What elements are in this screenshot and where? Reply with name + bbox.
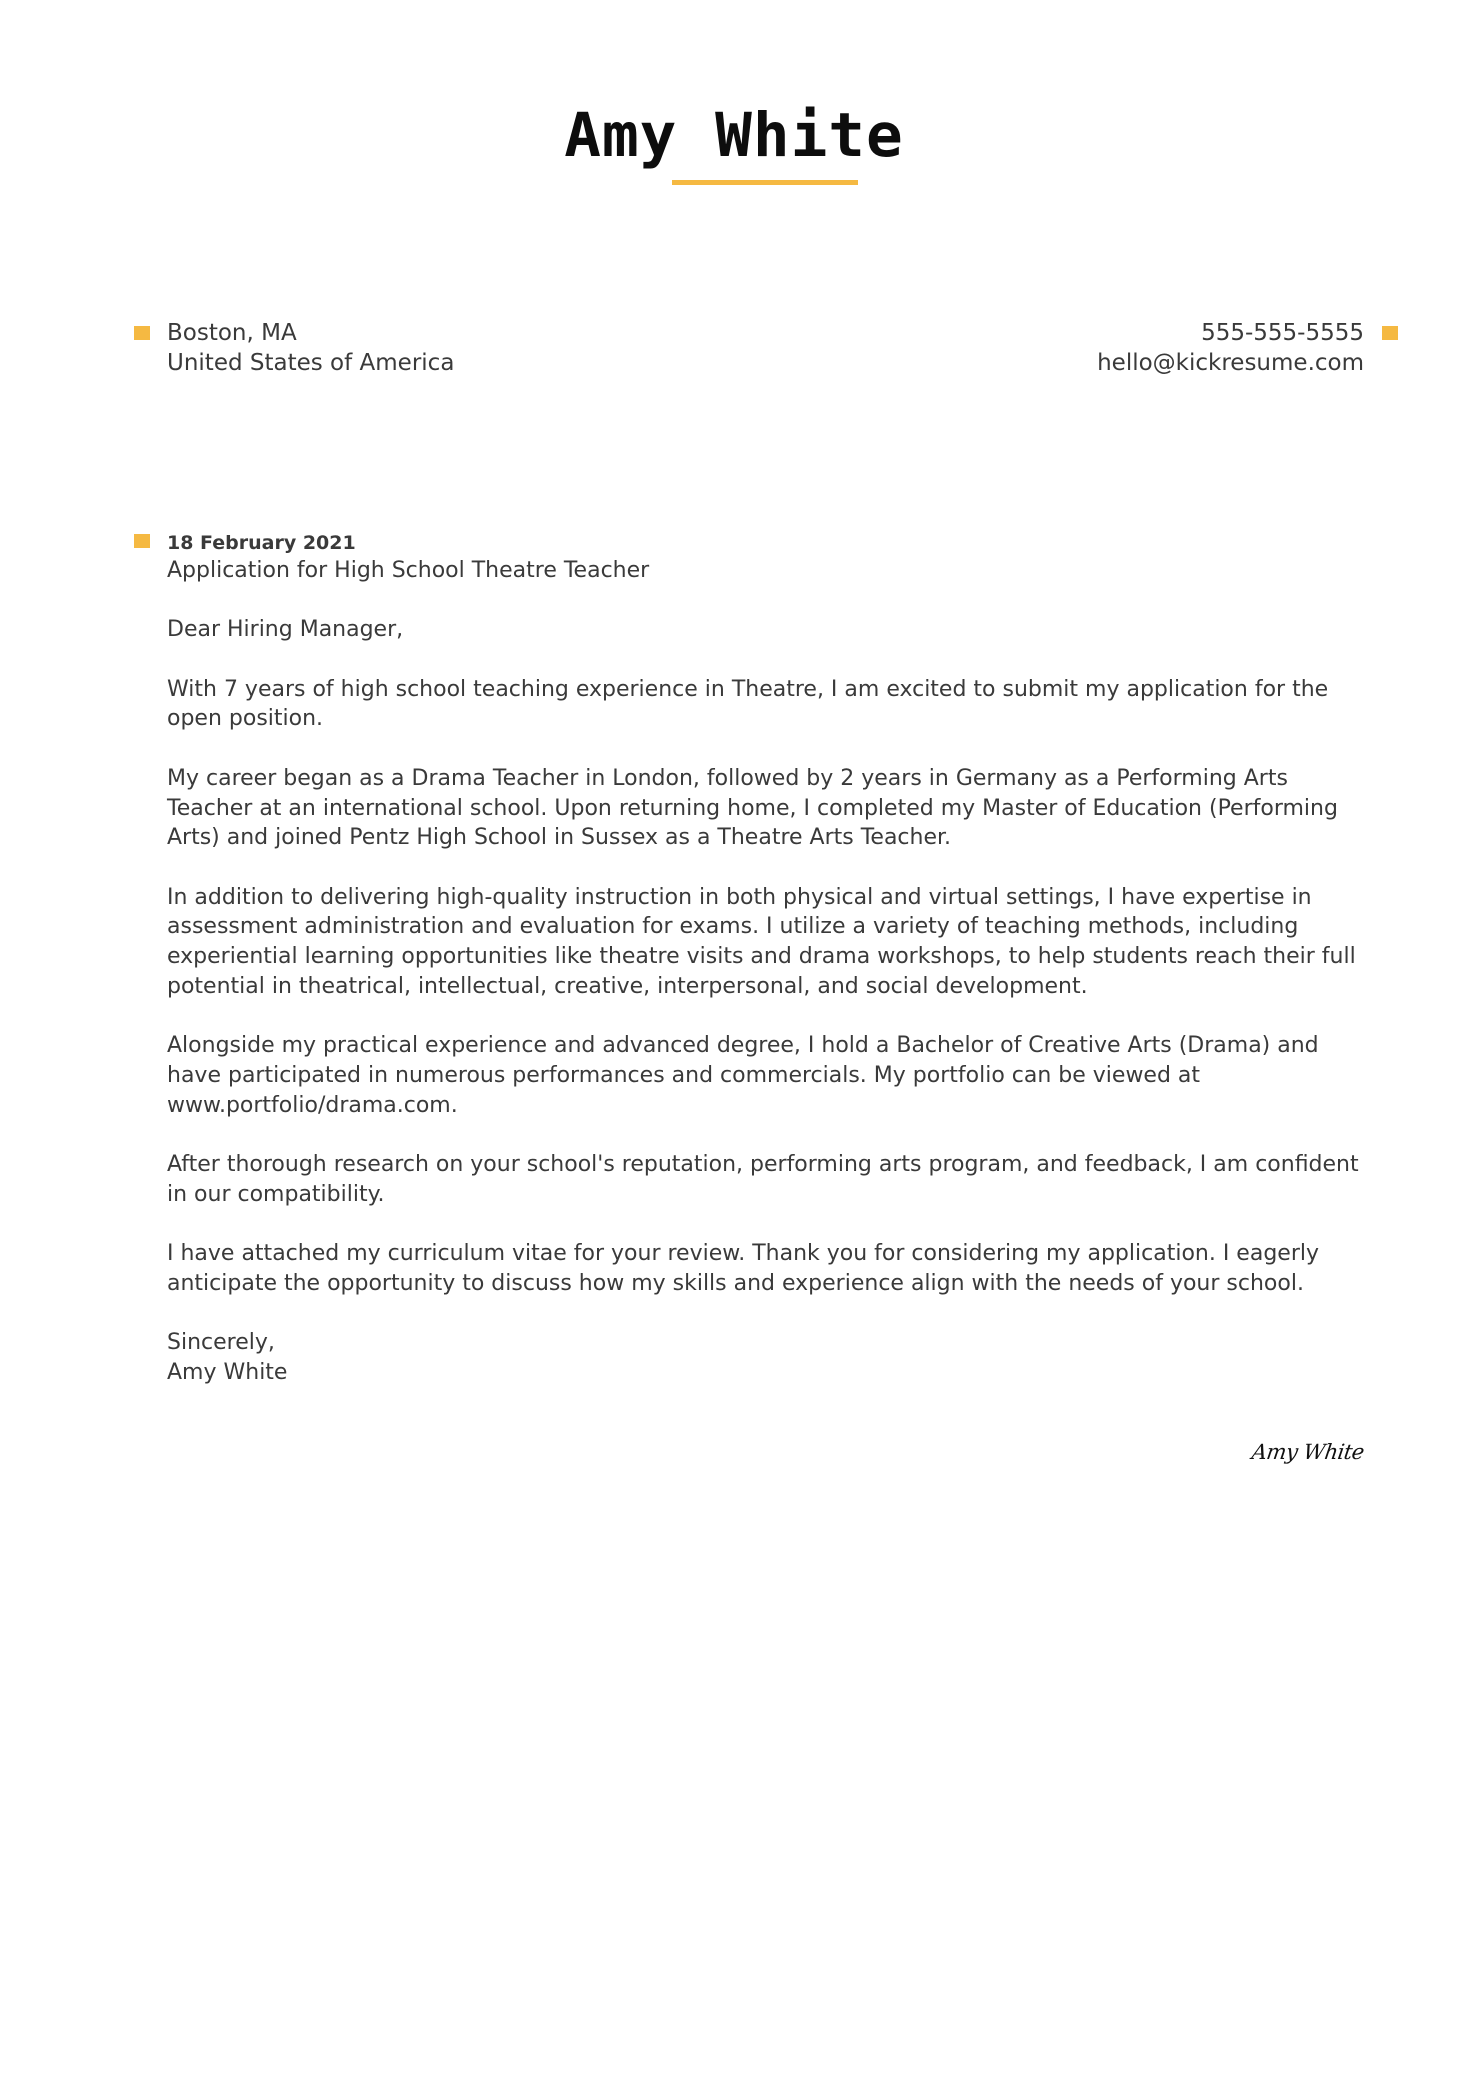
letter-body xyxy=(167,556,1367,1388)
address-block xyxy=(167,318,454,378)
letter-paragraph: Alongside my practical experience and advanced degree, I hold a Bachelor of Creative Arts (Drama) and have participated in numerous performances and commercials. My portfolio can be viewed at www.portfolio/drama.com. xyxy=(167,1033,1319,1118)
contact-bullet-icon xyxy=(1382,326,1398,340)
date-bullet-icon xyxy=(134,534,150,548)
address-city: Boston, MA xyxy=(167,320,297,346)
address-bullet-icon xyxy=(134,326,150,340)
handwritten-signature: Amy White xyxy=(1250,1440,1366,1464)
letter-paragraph: My career began as a Drama Teacher in London, followed by 2 years in Germany as a Performing Arts Teacher at an international school. Upon returning home, I completed my Master of Education (Performing Arts) and joined Pentz High School in Sussex as a Theatre Arts Teacher. xyxy=(167,765,1338,851)
letter-closing: Sincerely, xyxy=(167,1330,275,1356)
letter-paragraph: I have attached my curriculum vitae for your review. Thank you for considering my application. I eagerly anticipate the opportunity to discuss how my skills and experience align with the needs of your school. xyxy=(167,1241,1320,1296)
applicant-name: Amy White xyxy=(564,100,904,171)
letter-salutation: Dear Hiring Manager, xyxy=(167,617,404,643)
contact-block xyxy=(1097,318,1364,378)
address-country: United States of America xyxy=(167,350,455,376)
letter-paragraph: With 7 years of high school teaching experience in Theatre, I am excited to submit my application for the open position. xyxy=(167,676,1329,732)
letter-date: 18 February 2021 xyxy=(167,532,356,554)
letter-paragraph: After thorough research on your school's reputation, performing arts program, and feedback, I am confident in our compatibility. xyxy=(167,1151,1359,1207)
phone-number: 555-555-5555 xyxy=(1201,320,1364,346)
letter-subject: Application for High School Theatre Teacher xyxy=(167,558,650,583)
name-underline-accent xyxy=(672,180,858,185)
letter-closing-name: Amy White xyxy=(167,1359,288,1385)
letter-paragraph: In addition to delivering high-quality instruction in both physical and virtual settings, I have expertise in assessment administration and evaluation for exams. I utilize a variety of teaching methods, including experiential learning opportunities like theatre visits and drama workshops, to help students reach their full potential in theatrical, intellectual, creative, interpersonal, and social development. xyxy=(167,884,1356,999)
email-address: hello@kickresume.com xyxy=(1097,350,1364,376)
